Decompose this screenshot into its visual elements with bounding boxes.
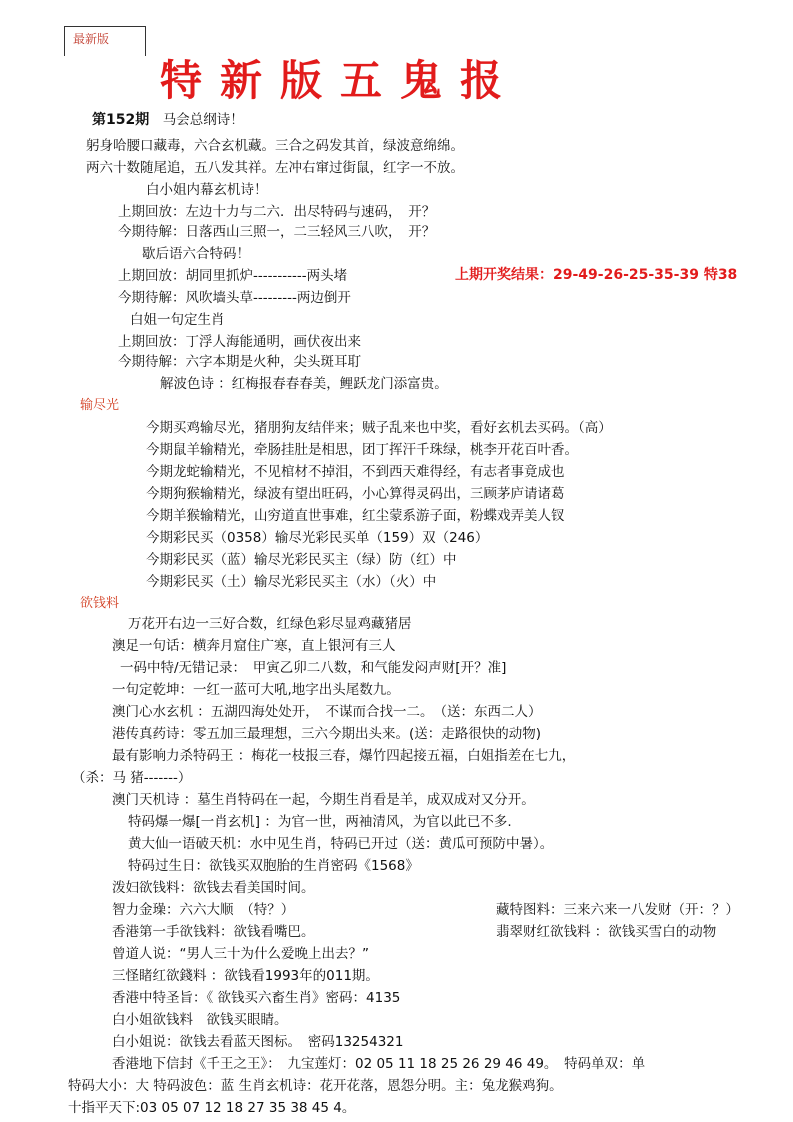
page-title: 特新版五鬼报 (160, 56, 521, 105)
inner-poem-title: 白小姐内幕玄机诗！ (146, 182, 268, 198)
issue-subtitle: 马会总纲诗！ (162, 112, 244, 128)
baijie-now: 今期待解：六字本期是火种，尖头斑耳耵 (118, 354, 361, 370)
money-line: 澳足一句话：横奔月窟住广寒，直上银河有三人 (112, 638, 396, 654)
edition-badge (64, 26, 146, 56)
money-line: 翡翠财红欲钱料 ：欲钱买雪白的动物 (496, 924, 717, 940)
section-title-lose-all: 输尽光 (80, 398, 120, 413)
last-draw-result: 上期开奖结果：29-49-26-25-35-39 特38 (455, 267, 738, 283)
money-line: 白小姐说：欲钱去看蓝天图标。 密码13254321 (112, 1034, 404, 1050)
lose-line: 今期买鸡输尽光，猪朋狗友结伴来；贼子乱来也中奖，看好玄机去买码。（高） (146, 420, 612, 436)
baijie-last: 上期回放：丁浮人海能通明，画伏夜出来 (118, 334, 361, 350)
lose-line: 今期羊猴输精光，山穷道直世事难，红尘蒙系游子面，粉蝶戏弄美人钗 (146, 508, 565, 524)
money-line: 香港地下信封《千王之王》： 九宝莲灯：02 05 11 18 25 26 29 46 49。 特码单双：单 (112, 1056, 646, 1072)
money-line: 十指平天下:03 05 07 12 18 27 35 38 45 4。 (68, 1100, 356, 1116)
money-line: 最有影响力杀特码王 ：梅花一枝报三春，爆竹四起接五福，白姐指差在七九， (112, 748, 576, 764)
money-line: 一句定乾坤：一红一蓝可大吼,地字出头尾数九。 (112, 682, 400, 698)
lose-line: 今期彩民买（0358）输尽光彩民买单（159）双（246） (146, 530, 489, 546)
lose-line: 今期鼠羊输精光，牵肠挂肚是相思，团丁挥汗千珠绿，桃李开花百叶香。 (146, 442, 578, 458)
money-line: 特码大小：大 特码波色：蓝 生肖玄机诗：花开花落，恩怨分明。主：兔龙猴鸡狗。 (68, 1078, 563, 1094)
lose-line: 今期龙蛇输精光，不见棺材不掉泪，不到西天难得经，有志者事竟成也 (146, 464, 565, 480)
xiehouyu-last: 上期回放：胡同里抓炉-----------两头堵 (118, 268, 348, 284)
money-line: 万花开右边一三好合数，红绿色彩尽显鸡藏猪居 (128, 616, 412, 632)
poem-line: 两六十数随尾追，五八发其祥。左冲右窜过街鼠，红字一不放。 (86, 160, 464, 176)
poem-line: 躬身哈腰口藏毒，六合玄机藏。三合之码发其首，绿波意绵绵。 (86, 138, 464, 154)
money-line: 港传真药诗：零五加三最理想，三六今期出头来。(送：走路很快的动物) (112, 726, 542, 742)
money-line: （杀：马 猪-------） (72, 770, 192, 786)
inner-poem-last: 上期回放：左边十力与二六．出尽特码与速码， 开？ (118, 204, 436, 220)
edition-badge-label: 最新版 (73, 32, 110, 46)
money-line: 香港中特圣旨：《 欲钱买六畜生肖》密码：4135 (112, 990, 401, 1006)
issue-line (92, 110, 244, 130)
xiehouyu-now: 今期待解：风吹墙头草---------两边倒开 (118, 290, 351, 306)
money-line: 智力金璪：六六大顺 （特？） (112, 902, 295, 918)
money-line: 一码中特/无错记录： 甲寅乙卯二八数，和气能发闷声财[开？准] (120, 660, 507, 676)
money-line: 特码过生日：欲钱买双胞胎的生肖密码《1568》 (128, 858, 419, 874)
xiehouyu-title: 歇后语六合特码！ (142, 246, 250, 262)
baijie-title: 白姐一句定生肖 (130, 312, 225, 328)
issue-number: 第152期 (92, 112, 150, 128)
money-line: 曾道人说：“男人三十为什么爱晚上出去？” (112, 946, 369, 962)
money-line: 藏特图料：三来六来一八发财（开：？） (496, 902, 739, 918)
money-line: 黄大仙一语破天机：水中见生肖，特码已开过（送：黄瓜可预防中暑）。 (128, 836, 554, 852)
money-line: 香港第一手欲钱料：欲钱看嘴巴。 (112, 924, 315, 940)
section-title-want-money: 欲钱料 (80, 596, 120, 611)
money-line: 白小姐欲钱料 欲钱买眼睛。 (112, 1012, 288, 1028)
money-line: 澳门天机诗 ：墓生肖特码在一起，今期生肖看是羊，成双成对又分开。 (112, 792, 535, 808)
money-line: 泼妇欲钱料：欲钱去看美国时间。 (112, 880, 315, 896)
lose-line: 今期彩民买（土）输尽光彩民买主（水）（火）中 (146, 574, 437, 590)
money-line: 特码爆一爆[一肖玄机] ：为官一世，两袖清风，为官以此已不多. (128, 814, 512, 830)
lose-line: 今期狗猴输精光，绿波有望出旺码，小心算得灵码出，三顾茅庐请诸葛 (146, 486, 565, 502)
lose-line: 今期彩民买（蓝）输尽光彩民买主（绿）防（红）中 (146, 552, 457, 568)
money-line: 三怪睹红欲錢料 ：欲钱看1993年的011期。 (112, 968, 379, 984)
inner-poem-now: 今期待解：日落西山三照一，二三轻风三八吹， 开？ (118, 224, 436, 240)
wave-poem: 解波色诗 ：红梅报春春春美，鲤跃龙门添富贵。 (160, 376, 448, 392)
money-line: 澳门心水玄机 ：五湖四海处处开， 不谋而合找一二。 （送：东西二人） (112, 704, 542, 720)
